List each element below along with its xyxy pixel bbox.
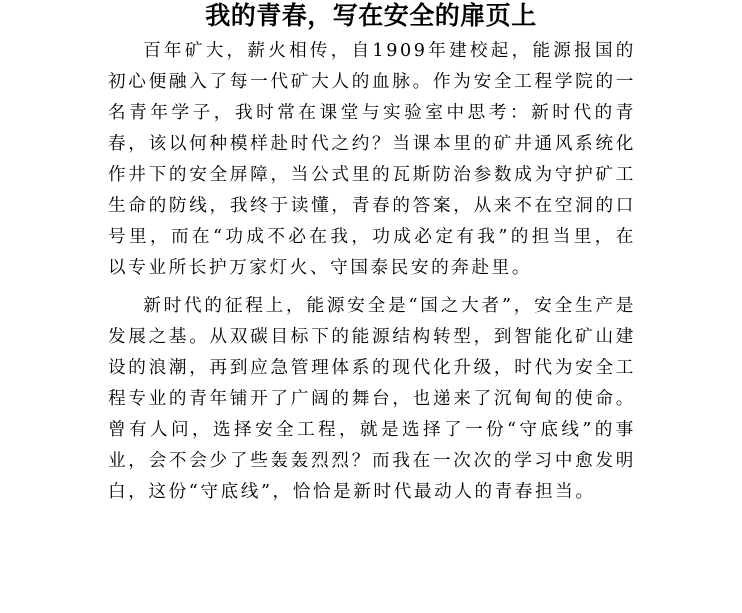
paragraph: 新时代的征程上，能源安全是“国之大者”，安全生产是发展之基。从双碳目标下的能源结构转型，到智能化矿山建设的浪潮，再到应急管理体系的现代化升级，时代为安全工程专业的青年铺开了广阔的舞台，也递来了沉甸甸的使命。曾有人问，选择安全工程，就是选择了一份“守底线”的事业，会不会少了些轰轰烈烈？而我在一次次的学习中愈发明白，这份“守底线”，恰恰是新时代最动人的青春担当。 xyxy=(108,296,636,502)
paragraph: 百年矿大，薪火相传，自1909年建校起，能源报国的初心便融入了每一代矿大人的血脉。作为安全工程学院的一名青年学子，我时常在课堂与实验室中思考：新时代的青春，该以何种模样赴时代之约？当课本里的矿井通风系统化作井下的安全屏障，当公式里的瓦斯防治参数成为守护矿工生命的防线，我终于读懂，青春的答案，从来不在空洞的口号里，而在“功成不必在我，功成必定有我”的担当里，在以专业所长护万家灯火、守国泰民安的奔赴里。 xyxy=(108,41,636,278)
essay-body xyxy=(108,36,636,515)
essay-title: 我的青春，写在安全的扉页上 xyxy=(205,1,537,30)
